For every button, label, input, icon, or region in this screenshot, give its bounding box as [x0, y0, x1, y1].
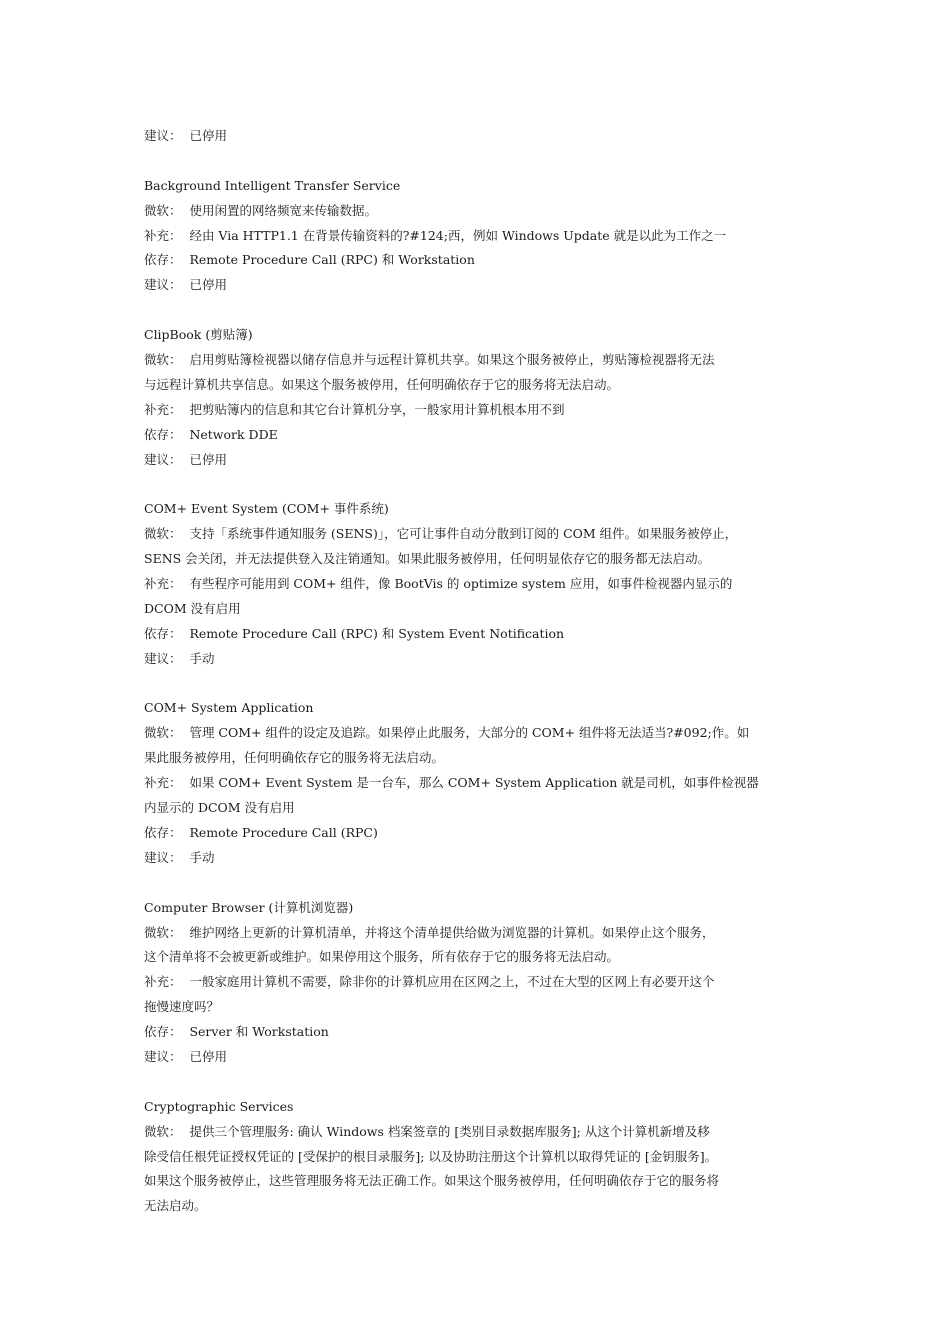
service-line: DCOM 没有启用 — [144, 600, 241, 616]
service-line: 依存： Remote Procedure Call (RPC) 和 Workstation — [144, 252, 475, 268]
service-line: 依存： Remote Procedure Call (RPC) 和 System Event Notification — [144, 625, 565, 641]
section-gap — [144, 149, 824, 174]
service-section-computer-browser — [144, 896, 824, 1070]
service-line: 微软： 使用闲置的网络频宽来传输数据。 — [144, 202, 377, 218]
service-line: 微软： 支持「系统事件通知服务 (SENS)」，它可让事件自动分散到订阅的 COM 组件。如果服务被停止， — [144, 526, 738, 542]
service-title: Cryptographic Services — [144, 1098, 294, 1114]
section-gap — [144, 472, 824, 497]
service-line: 依存： Server 和 Workstation — [144, 1024, 329, 1040]
service-line: 依存： Network DDE — [144, 426, 278, 442]
service-line: 建议： 已停用 — [144, 277, 227, 293]
service-line: 微软： 提供三个管理服务: 确认 Windows 档案签章的 [类别目录数据库服务]; 从这个计算机新增及移 — [144, 1123, 710, 1139]
service-line: 建议： 已停用 — [144, 1048, 227, 1064]
document-body — [144, 124, 824, 1219]
service-line: 补充： 经由 Via HTTP1.1 在背景传输资料的?#124;西，例如 Windows Update 就是以此为工作之一 — [144, 227, 727, 243]
service-title: COM+ System Application — [144, 700, 314, 716]
service-line: 如果这个服务被停止，这些管理服务将无法正确工作。如果这个服务被停用，任何明确依存于它的服务将 — [144, 1173, 720, 1189]
service-title: COM+ Event System (COM+ 事件系统) — [144, 501, 389, 517]
section-gap — [144, 1070, 824, 1095]
service-line: 内显示的 DCOM 没有启用 — [144, 800, 295, 816]
service-line: 与远程计算机共享信息。如果这个服务被停用，任何明确依存于它的服务将无法启动。 — [144, 376, 620, 392]
service-section-com-system-application — [144, 696, 824, 870]
service-title: Background Intelligent Transfer Service — [144, 177, 401, 193]
service-section-clipbook — [144, 323, 824, 472]
service-line: 微软： 管理 COM+ 组件的设定及追踪。如果停止此服务，大部分的 COM+ 组件将无法适当?#092;作。如 — [144, 725, 750, 741]
service-title: Computer Browser (计算机浏览器) — [144, 899, 354, 915]
service-line: 微软： 维护网络上更新的计算机清单，并将这个清单提供给做为浏览器的计算机。如果停止这个服务， — [144, 924, 715, 940]
service-line: 建议： 手动 — [144, 849, 215, 865]
service-line: 补充： 如果 COM+ Event System 是一台车，那么 COM+ System Application 就是司机，如事件检视器 — [144, 775, 759, 791]
section-gap — [144, 871, 824, 896]
service-line: 这个清单将不会被更新或维护。如果停用这个服务，所有依存于它的服务将无法启动。 — [144, 949, 620, 965]
service-title: ClipBook (剪贴簿) — [144, 327, 253, 343]
service-line: 果此服务被停用，任何明确依存它的服务将无法启动。 — [144, 750, 445, 766]
service-line: 建议： 已停用 — [144, 451, 227, 467]
service-section-cryptographic-services — [144, 1095, 824, 1219]
service-section-bits — [144, 174, 824, 298]
service-line: 补充： 有些程序可能用到 COM+ 组件，像 BootVis 的 optimize system 应用，如事件检视器内显示的 — [144, 576, 733, 592]
service-line: SENS 会关闭，并无法提供登入及注销通知。如果此服务被停用，任何明显依存它的服务都无法启动。 — [144, 551, 711, 567]
service-line: 拖慢速度吗？ — [144, 999, 220, 1015]
service-line: 补充： 一般家庭用计算机不需要，除非你的计算机应用在区网之上，不过在大型的区网上有必要开这个 — [144, 974, 715, 990]
service-line: 微软： 启用剪贴簿检视器以储存信息并与远程计算机共享。如果这个服务被停止，剪贴簿检视器将无法 — [144, 352, 715, 368]
section-gap — [144, 298, 824, 323]
section-gap — [144, 672, 824, 697]
service-line: 补充： 把剪贴簿内的信息和其它台计算机分享，一般家用计算机根本用不到 — [144, 401, 565, 417]
recommendation-line: 建议： 已停用 — [144, 128, 227, 143]
service-line: 无法启动。 — [144, 1198, 207, 1214]
service-line: 依存： Remote Procedure Call (RPC) — [144, 824, 378, 840]
service-line: 除受信任根凭证授权凭证的 [受保护的根目录服务]; 以及协助注册这个计算机以取得凭证的 [金钥服务]。 — [144, 1148, 718, 1164]
service-section-com-event-system — [144, 497, 824, 671]
service-line: 建议： 手动 — [144, 650, 215, 666]
